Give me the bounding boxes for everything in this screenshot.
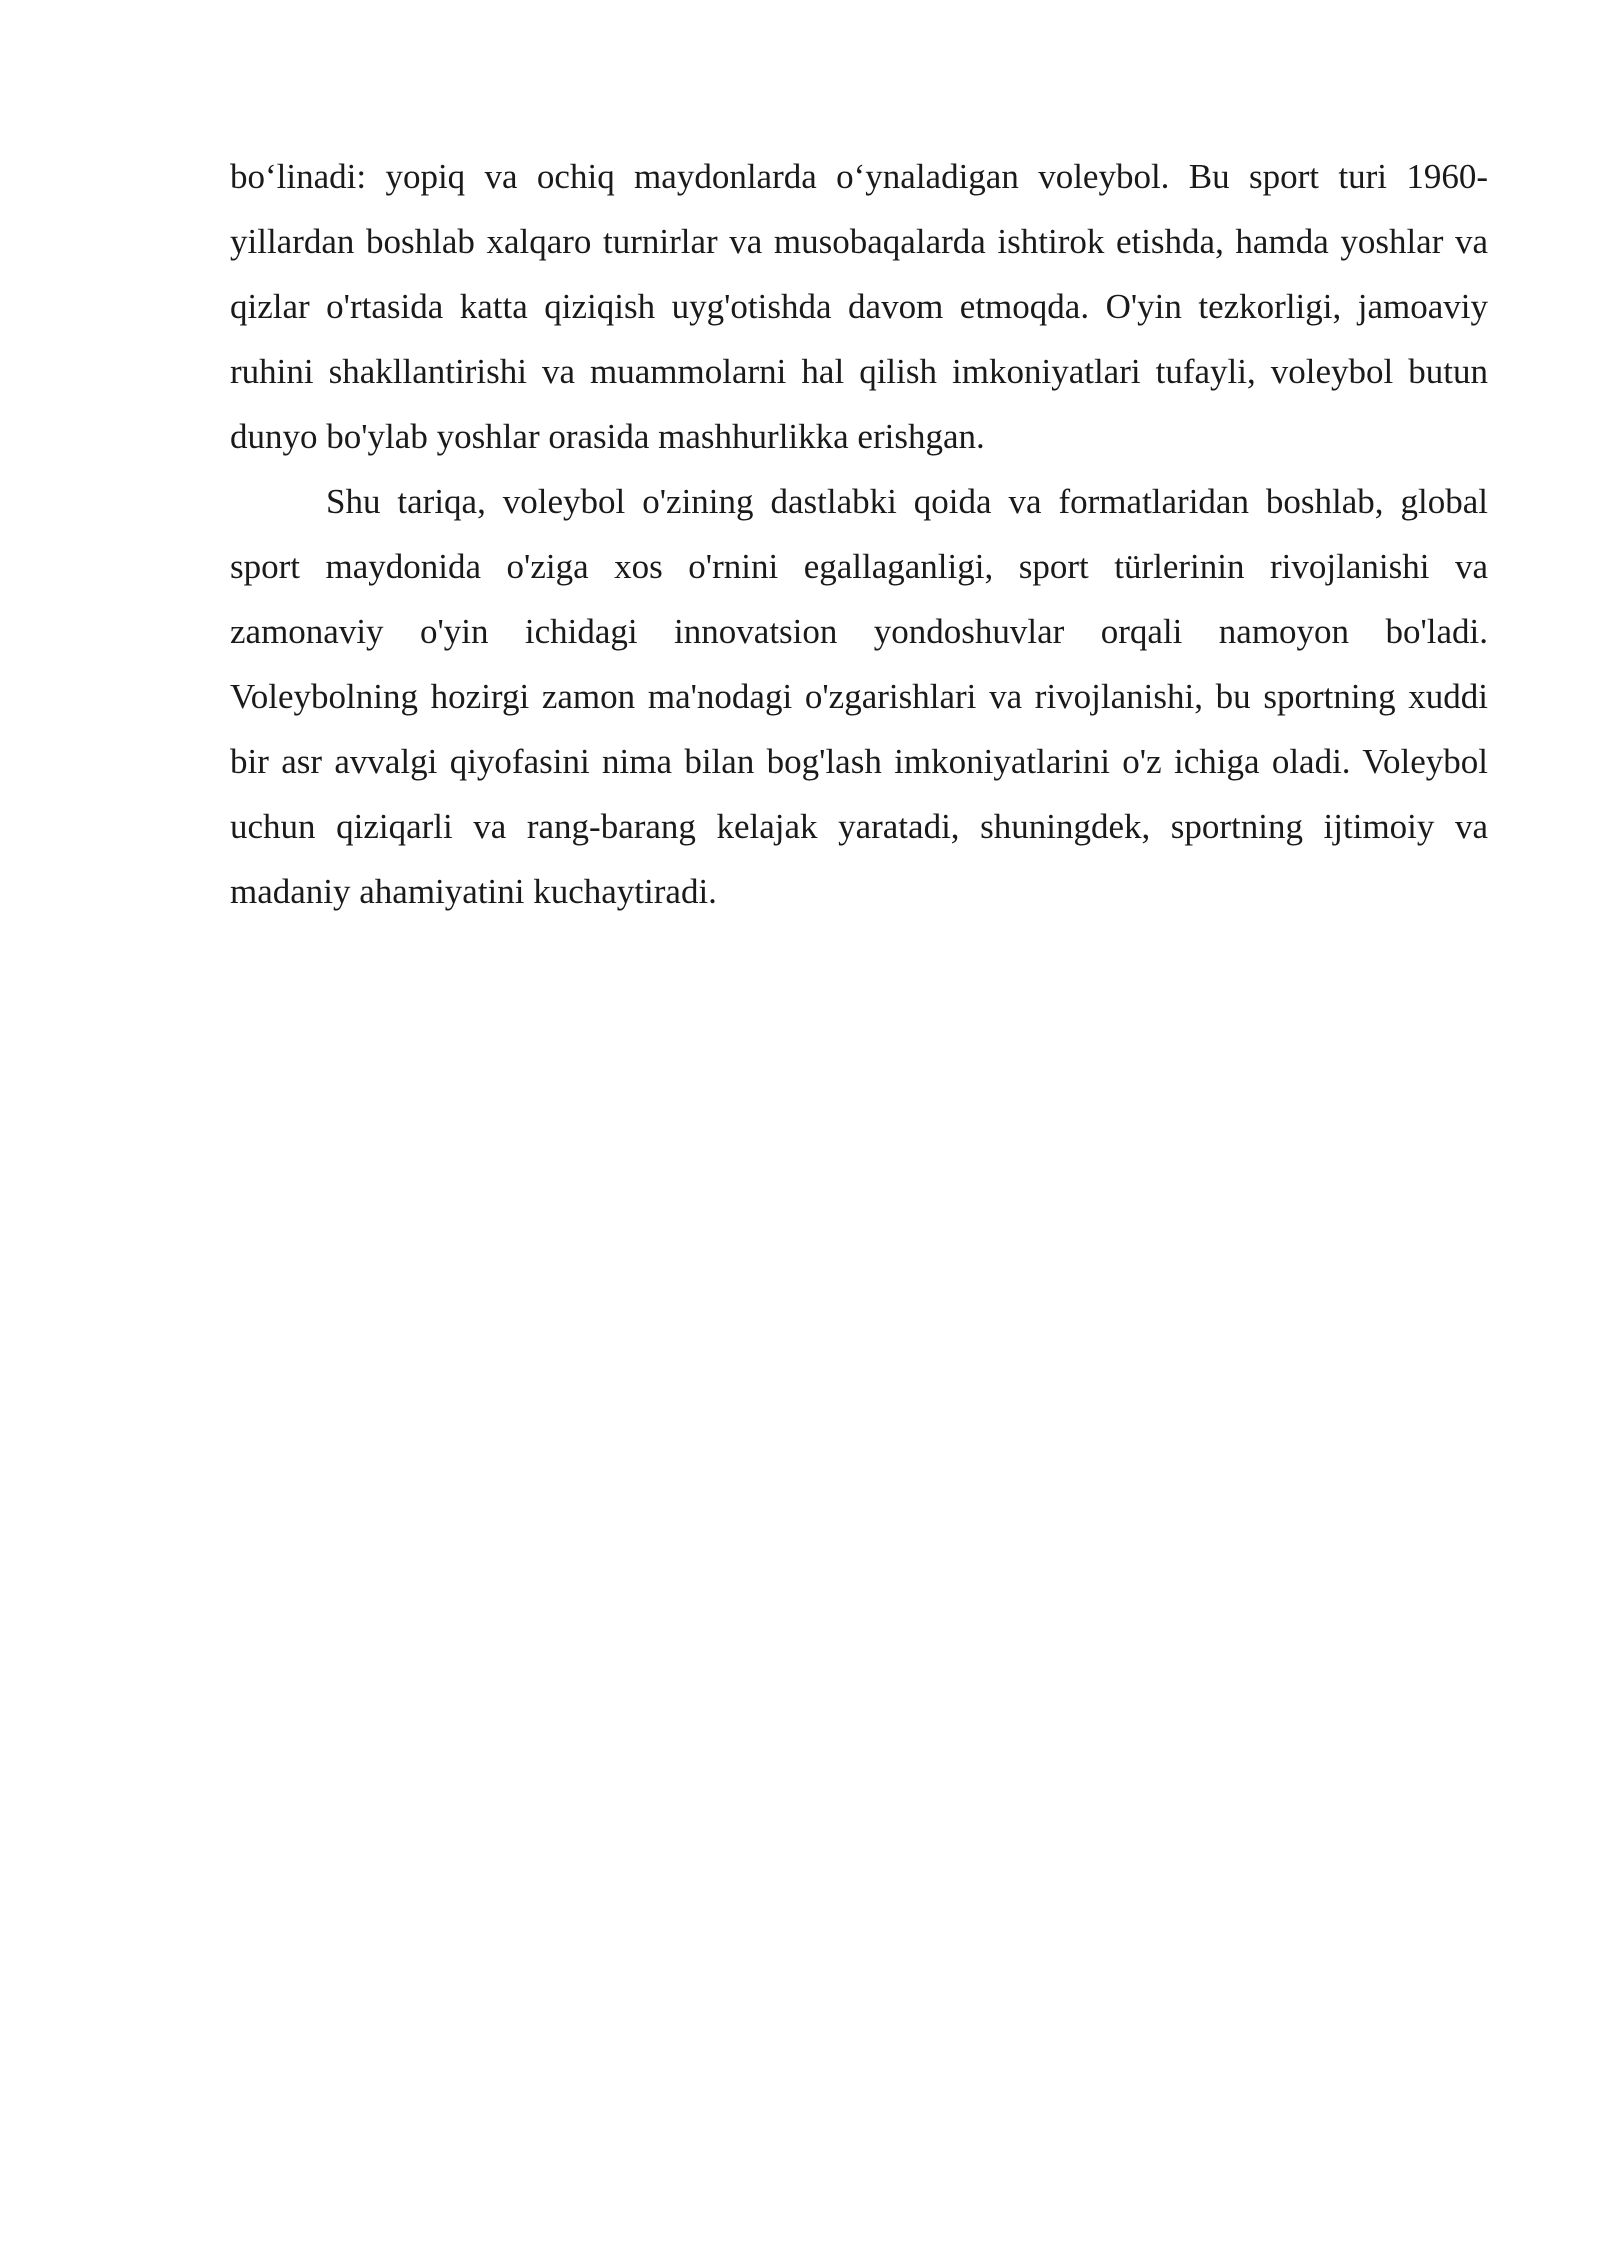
paragraph-continuation: bo‘linadi: yopiq va ochiq maydonlarda o‘ynaladigan voleybol. Bu sport turi 1960-yillardan boshlab xalqaro turnirlar va musobaqalarda ishtirok etishda, hamda yoshlar va qizlar o'rtasida katta qiziqish uyg'otishda davom etmoqda. O'yin tezkorligi, jamoaviy ruhini shakllantirishi va muammolarni hal qilish imkoniyatlari tufayli, voleybol butun dunyo bo'ylab yoshlar orasida mashhurlikka erishgan. [230, 157, 1488, 456]
body-text [230, 144, 1488, 924]
paragraph-conclusion: Shu tariqa, voleybol o'zining dastlabki qoida va formatlaridan boshlab, global sport maydonida o'ziga xos o'rnini egallaganligi, sport türlerinin rivojlanishi va zamonaviy o'yin ichidagi innovatsion yondoshuvlar orqali namoyon bo'ladi. Voleybolning hozirgi zamon ma'nodagi o'zgarishlari va rivojlanishi, bu sportning xuddi bir asr avvalgi qiyofasini nima bilan bog'lash imkoniyatlarini o'z ichiga oladi. Voleybol uchun qiziqarli va rang-barang kelajak yaratadi, shuningdek, sportning ijtimoiy va madaniy ahamiyatini kuchaytiradi. [230, 482, 1488, 911]
